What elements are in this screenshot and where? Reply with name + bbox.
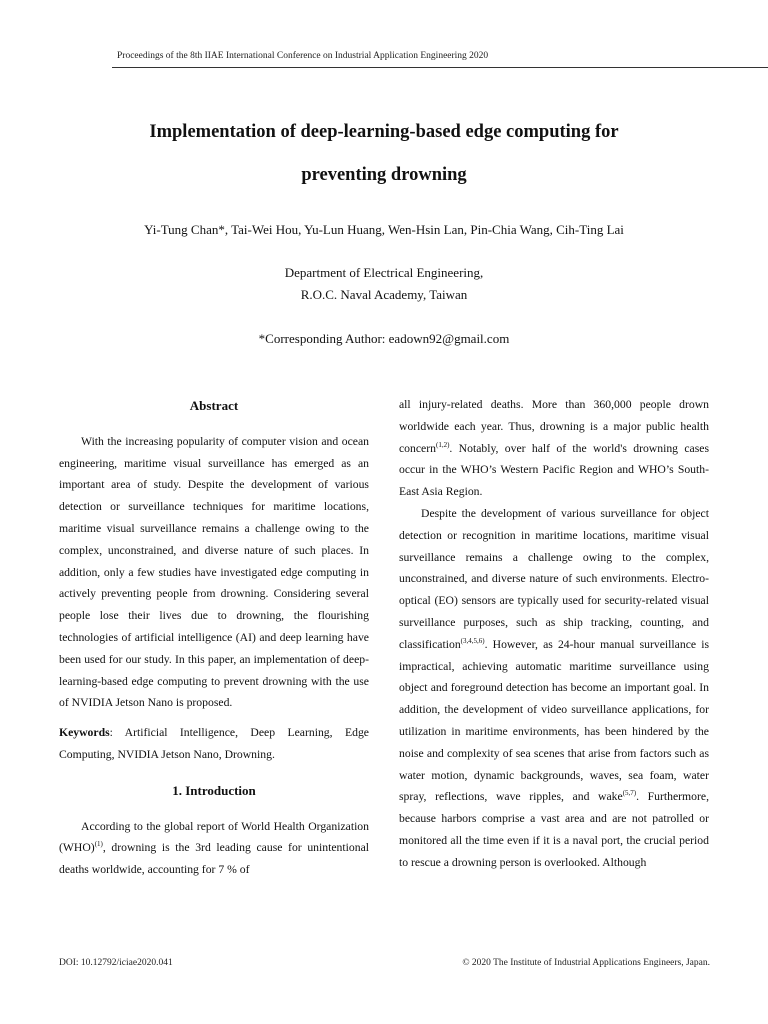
abstract-heading: Abstract: [189, 398, 239, 413]
copyright: © 2020 The Institute of Industrial Applications Engineers, Japan.: [462, 958, 710, 968]
keywords-text: : Artificial Intelligence, Deep Learning, Edge Computing, NVIDIA Jetson Nano, Drowning.: [59, 726, 369, 761]
paper-title-line-2: preventing drowning: [301, 165, 467, 185]
intro-paragraph-1-continued: [399, 394, 709, 503]
intro-p2-part-c: . Furthermore, because harbors comprise a vast area and are not patrolled or monitored all the time even if it is a naval port, the crucial period to rescue a drowning person is overlooked. Although: [399, 790, 709, 869]
doi: DOI: 10.12792/iciae2020.041: [59, 958, 173, 968]
abstract-text: With the increasing popularity of computer vision and ocean engineering, maritime visual surveillance has emerged as an important area of study. Despite the development of various detection or surveillance techniques for maritime locations, maritime visual surveillance remains a challenge owing to the complex, unconstrained, and diverse nature of such places. In addition, only a few studies have investigated edge computing in actively preventing people from drowning. Considering several people lose their lives due to drowning, the flourishing technologies of artificial intelligence (AI) and deep learning have been used for our study. In this paper, an implementation of deep-learning-based edge computing to prevent drowning with the use of NVIDIA Jetson Nano is proposed.: [59, 434, 369, 710]
citation-1: (1): [94, 840, 103, 849]
keywords: [59, 722, 369, 766]
citation-3-6: (3,4,5,6): [460, 636, 485, 645]
keywords-label: Keywords: [59, 726, 110, 740]
intro-p1-part-a: According to the global report of World Health Organization (WHO): [59, 819, 369, 855]
citation-1-2: (1,2): [436, 440, 450, 449]
intro-p2-part-b: . However, as 24-hour manual surveillance is impractical, achieving automatic maritime surveillance using object and foreground detection has become an important goal. In addition, the development of video surveillance applications, for utilization in maritime environments, has been hindered by the noise and complexity of sea scenes that arise from factors such as water motion, dynamic backgrounds, waves, sea foam, water spray, reflections, wave ripples, and wake: [399, 637, 709, 804]
intro-p2-part-a: Despite the development of various surveillance for object detection or recognition in maritime locations, maritime visual surveillance remains a challenge owing to the complex, unconstrained, and diverse nature of such environments. Electro-optical (EO) sensors are typically used for security-related visual surveillance purposes, such as ship tracking, counting, and classification: [399, 506, 709, 651]
proceedings-header: Proceedings of the 8th IIAE International Conference on Industrial Application Engineering 2020: [117, 51, 489, 61]
affiliation-line-1: Department of Electrical Engineering,: [284, 265, 484, 280]
affiliation-line-2: R.O.C. Naval Academy, Taiwan: [300, 287, 468, 302]
header-rule: [112, 67, 768, 68]
introduction-heading: 1. Introduction: [172, 782, 256, 798]
author-list: Yi-Tung Chan*, Tai-Wei Hou, Yu-Lun Huang, Wen-Hsin Lan, Pin-Chia Wang, Cih-Ting Lai: [144, 222, 624, 237]
intro-p1-part-c: . Notably, over half of the world's drowning cases occur in the WHO’s Western Pacific Region and WHO’s South-East Asia Region.: [399, 441, 709, 499]
intro-paragraph-1: [59, 816, 369, 881]
intro-p1-part-b: , drowning is the 3rd leading cause for unintentional deaths worldwide, accounting for 7 % of: [59, 841, 369, 877]
left-column: [59, 395, 369, 881]
intro-p1-part-b-tail: all injury-related deaths. More than 360,000 people drown worldwide each year. Thus, drowning is a major public health concern: [399, 398, 709, 455]
intro-paragraph-2: [399, 503, 709, 874]
corresponding-author: *Corresponding Author: eadown92@gmail.com: [258, 331, 510, 346]
right-column: [399, 394, 709, 874]
citation-5-7: (5,7): [622, 789, 637, 798]
paper-title-line-1: Implementation of deep-learning-based edge computing for: [149, 122, 619, 142]
